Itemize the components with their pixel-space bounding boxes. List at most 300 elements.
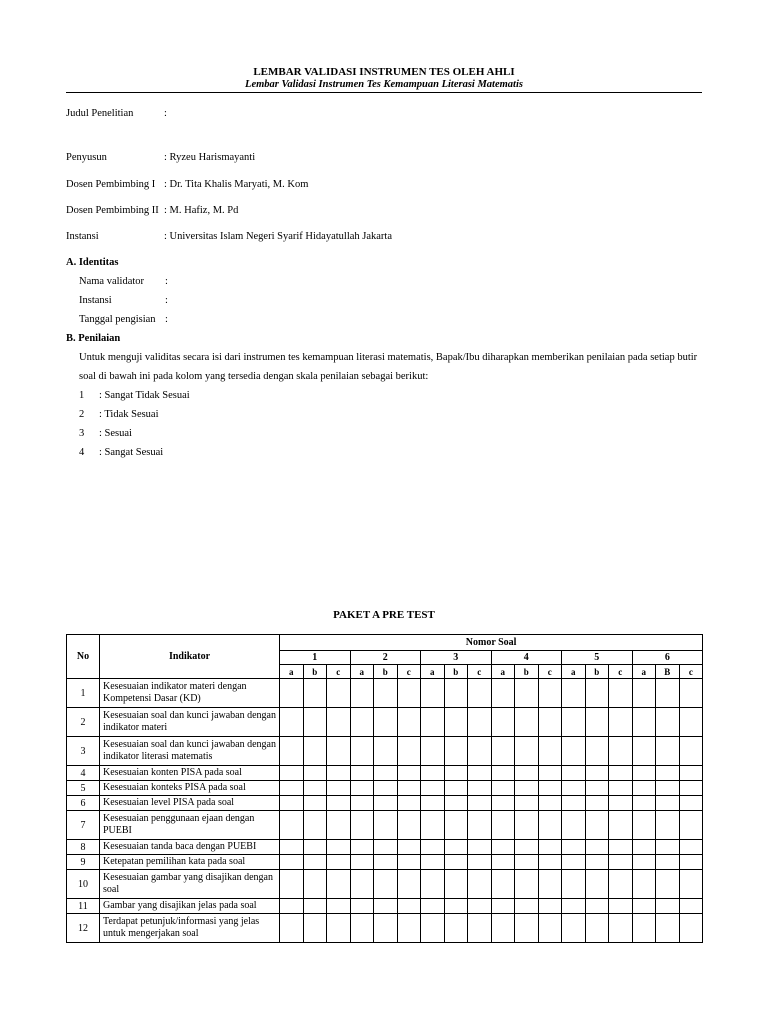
rating-cell[interactable] <box>468 679 492 708</box>
scale-text: : Sangat Tidak Sesuai <box>99 390 190 401</box>
rating-cell[interactable] <box>585 708 609 737</box>
rating-cell[interactable] <box>679 796 703 811</box>
rating-cell[interactable] <box>491 870 515 899</box>
rating-cell[interactable] <box>421 737 445 766</box>
section-identitas-heading: A. Identitas <box>66 257 119 268</box>
rating-cell[interactable] <box>327 899 351 914</box>
rating-cell[interactable] <box>327 766 351 781</box>
section-penilaian-heading: B. Penilaian <box>66 333 121 344</box>
rating-cell[interactable] <box>491 840 515 855</box>
rating-cell[interactable] <box>468 914 492 943</box>
rating-cell[interactable] <box>327 840 351 855</box>
rating-cell[interactable] <box>303 811 327 840</box>
rating-cell[interactable] <box>656 766 680 781</box>
row-indikator: Terdapat petunjuk/informasi yang jelas untuk mengerjakan soal <box>100 914 280 943</box>
rating-cell[interactable] <box>562 766 586 781</box>
rating-cell[interactable] <box>421 914 445 943</box>
row-number: 8 <box>67 840 100 855</box>
rating-cell[interactable] <box>515 781 539 796</box>
field-dosen-pembimbing-2 <box>66 204 238 218</box>
rating-cell[interactable] <box>609 708 633 737</box>
rating-cell[interactable] <box>656 899 680 914</box>
rating-cell[interactable] <box>421 796 445 811</box>
rating-cell[interactable] <box>585 914 609 943</box>
rating-cell[interactable] <box>679 870 703 899</box>
table-row <box>67 899 703 914</box>
rating-cell[interactable] <box>444 796 468 811</box>
rating-cell[interactable] <box>538 737 562 766</box>
rating-cell[interactable] <box>632 811 656 840</box>
rating-cell[interactable] <box>491 811 515 840</box>
rating-cell[interactable] <box>609 766 633 781</box>
header-subcolumn: c <box>397 665 421 679</box>
rating-cell[interactable] <box>609 855 633 870</box>
rating-cell[interactable] <box>585 737 609 766</box>
field-value: : <box>165 276 168 287</box>
header-soal-group: 2 <box>350 651 421 665</box>
rating-cell[interactable] <box>327 796 351 811</box>
rating-cell[interactable] <box>444 914 468 943</box>
rating-cell[interactable] <box>327 737 351 766</box>
row-indikator: Ketepatan pemilihan kata pada soal <box>100 855 280 870</box>
row-indikator: Kesesuaian tanda baca dengan PUEBI <box>100 840 280 855</box>
rating-cell[interactable] <box>538 781 562 796</box>
row-number: 10 <box>67 870 100 899</box>
rating-cell[interactable] <box>609 840 633 855</box>
rating-cell[interactable] <box>585 766 609 781</box>
rating-cell[interactable] <box>585 796 609 811</box>
table-row <box>67 679 703 708</box>
rating-cell[interactable] <box>327 679 351 708</box>
rating-cell[interactable] <box>656 914 680 943</box>
header-subcolumn: c <box>468 665 492 679</box>
rating-cell[interactable] <box>632 766 656 781</box>
rating-cell[interactable] <box>468 855 492 870</box>
row-indikator: Kesesuaian gambar yang disajikan dengan soal <box>100 870 280 899</box>
rating-cell[interactable] <box>397 899 421 914</box>
rating-cell[interactable] <box>397 870 421 899</box>
table-row <box>67 781 703 796</box>
rating-cell[interactable] <box>303 899 327 914</box>
table-row <box>67 708 703 737</box>
rating-cell[interactable] <box>374 855 398 870</box>
rating-cell[interactable] <box>327 811 351 840</box>
scale-item-3 <box>79 427 132 441</box>
rating-cell[interactable] <box>585 781 609 796</box>
rating-cell[interactable] <box>679 679 703 708</box>
rating-cell[interactable] <box>374 914 398 943</box>
rating-cell[interactable] <box>303 781 327 796</box>
rating-cell[interactable] <box>397 679 421 708</box>
rating-cell[interactable] <box>562 679 586 708</box>
rating-cell[interactable] <box>397 840 421 855</box>
rating-cell[interactable] <box>374 796 398 811</box>
rating-cell[interactable] <box>444 679 468 708</box>
header-subcolumn: c <box>327 665 351 679</box>
rating-cell[interactable] <box>397 855 421 870</box>
rating-cell[interactable] <box>280 899 304 914</box>
rating-cell[interactable] <box>656 855 680 870</box>
rating-cell[interactable] <box>350 781 374 796</box>
rating-cell[interactable] <box>632 914 656 943</box>
header-subcolumn: a <box>350 665 374 679</box>
rating-cell[interactable] <box>562 914 586 943</box>
header-subcolumn: c <box>538 665 562 679</box>
row-indikator: Gambar yang disajikan jelas pada soal <box>100 899 280 914</box>
rating-cell[interactable] <box>444 708 468 737</box>
rating-cell[interactable] <box>350 840 374 855</box>
rating-cell[interactable] <box>468 811 492 840</box>
scale-item-2 <box>79 408 159 422</box>
rating-cell[interactable] <box>421 766 445 781</box>
rating-cell[interactable] <box>538 679 562 708</box>
table-row <box>67 855 703 870</box>
rating-cell[interactable] <box>468 766 492 781</box>
header-subcolumn: a <box>491 665 515 679</box>
rating-cell[interactable] <box>679 840 703 855</box>
rating-cell[interactable] <box>632 708 656 737</box>
table-row <box>67 840 703 855</box>
rating-cell[interactable] <box>491 899 515 914</box>
rating-cell[interactable] <box>444 766 468 781</box>
header-subcolumn: b <box>444 665 468 679</box>
rating-cell[interactable] <box>562 796 586 811</box>
rating-cell[interactable] <box>491 796 515 811</box>
rating-cell[interactable] <box>397 781 421 796</box>
document-subtitle: Lembar Validasi Instrumen Tes Kemampuan Literasi Matematis <box>245 79 523 90</box>
document-title: LEMBAR VALIDASI INSTRUMEN TES OLEH AHLI <box>253 66 515 78</box>
rating-cell[interactable] <box>491 781 515 796</box>
rating-cell[interactable] <box>515 796 539 811</box>
rating-cell[interactable] <box>679 766 703 781</box>
field-value: : Universitas Islam Negeri Syarif Hidayatullah Jakarta <box>164 231 393 242</box>
rating-cell[interactable] <box>656 796 680 811</box>
rating-cell[interactable] <box>280 679 304 708</box>
rating-cell[interactable] <box>374 708 398 737</box>
rating-cell[interactable] <box>515 899 539 914</box>
rating-cell[interactable] <box>656 811 680 840</box>
penilaian-paragraph: Untuk menguji validitas secara isi dari instrumen tes kemampuan literasi matematis, Bapak/Ibu diharapkan memberikan penilaian pada setiap butir soal di bawah ini pada kolom yang tersedia dengan skala penilaian sebagai berikut: <box>79 352 698 382</box>
rating-cell[interactable] <box>350 766 374 781</box>
table-row <box>67 811 703 840</box>
rating-cell[interactable] <box>280 870 304 899</box>
table-row <box>67 870 703 899</box>
field-instansi-validator <box>79 294 168 308</box>
rating-cell[interactable] <box>679 914 703 943</box>
field-label: Instansi <box>66 231 99 242</box>
rating-cell[interactable] <box>515 855 539 870</box>
rating-cell[interactable] <box>538 840 562 855</box>
rating-cell[interactable] <box>397 766 421 781</box>
rating-cell[interactable] <box>679 811 703 840</box>
rating-cell[interactable] <box>468 708 492 737</box>
rating-cell[interactable] <box>491 708 515 737</box>
rating-cell[interactable] <box>632 870 656 899</box>
rating-cell[interactable] <box>350 914 374 943</box>
rating-cell[interactable] <box>656 737 680 766</box>
rating-cell[interactable] <box>585 855 609 870</box>
field-instansi <box>66 230 392 244</box>
rating-cell[interactable] <box>515 679 539 708</box>
rating-cell[interactable] <box>374 870 398 899</box>
rating-cell[interactable] <box>444 870 468 899</box>
rating-cell[interactable] <box>632 679 656 708</box>
rating-cell[interactable] <box>609 737 633 766</box>
rating-cell[interactable] <box>350 899 374 914</box>
field-judul-penelitian <box>66 107 167 121</box>
table-header-row <box>67 635 703 651</box>
row-number: 11 <box>67 899 100 914</box>
rating-cell[interactable] <box>303 708 327 737</box>
rating-cell[interactable] <box>397 811 421 840</box>
rating-cell[interactable] <box>585 679 609 708</box>
rating-cell[interactable] <box>562 840 586 855</box>
row-number: 1 <box>67 679 100 708</box>
rating-cell[interactable] <box>562 870 586 899</box>
rating-cell[interactable] <box>491 679 515 708</box>
rating-cell[interactable] <box>585 870 609 899</box>
rating-cell[interactable] <box>515 737 539 766</box>
rating-cell[interactable] <box>538 899 562 914</box>
header-subcolumn: c <box>679 665 703 679</box>
header-soal-group: 4 <box>491 651 562 665</box>
header-subcolumn: b <box>374 665 398 679</box>
field-label: Dosen Pembimbing II <box>66 205 159 216</box>
rating-cell[interactable] <box>280 811 304 840</box>
field-value: : <box>165 295 168 306</box>
rating-cell[interactable] <box>515 766 539 781</box>
rating-cell[interactable] <box>327 855 351 870</box>
row-indikator: Kesesuaian indikator materi dengan Kompetensi Dasar (KD) <box>100 679 280 708</box>
rating-cell[interactable] <box>303 766 327 781</box>
rating-cell[interactable] <box>280 781 304 796</box>
header-subcolumn: c <box>609 665 633 679</box>
rating-cell[interactable] <box>609 781 633 796</box>
rating-cell[interactable] <box>656 708 680 737</box>
header-subcolumn: b <box>585 665 609 679</box>
rating-cell[interactable] <box>468 870 492 899</box>
rating-cell[interactable] <box>421 855 445 870</box>
rating-cell[interactable] <box>679 781 703 796</box>
field-label: Instansi <box>79 295 112 306</box>
rating-cell[interactable] <box>515 708 539 737</box>
rating-cell[interactable] <box>280 737 304 766</box>
rating-cell[interactable] <box>515 870 539 899</box>
row-indikator: Kesesuaian soal dan kunci jawaban dengan indikator literasi matematis <box>100 737 280 766</box>
row-number: 5 <box>67 781 100 796</box>
scale-number: 4 <box>79 447 85 458</box>
rating-cell[interactable] <box>656 781 680 796</box>
rating-cell[interactable] <box>327 914 351 943</box>
rating-cell[interactable] <box>303 870 327 899</box>
rating-cell[interactable] <box>632 737 656 766</box>
rating-cell[interactable] <box>538 796 562 811</box>
field-value: : Ryzeu Harismayanti <box>164 152 256 163</box>
rating-cell[interactable] <box>585 840 609 855</box>
rating-cell[interactable] <box>303 855 327 870</box>
header-subcolumn: B <box>656 665 680 679</box>
field-label: Tanggal pengisian <box>79 314 156 325</box>
row-number: 4 <box>67 766 100 781</box>
row-indikator: Kesesuaian soal dan kunci jawaban dengan indikator materi <box>100 708 280 737</box>
rating-cell[interactable] <box>468 796 492 811</box>
rating-cell[interactable] <box>609 899 633 914</box>
rating-cell[interactable] <box>562 855 586 870</box>
document-header <box>66 66 702 91</box>
rating-cell[interactable] <box>656 840 680 855</box>
rating-cell[interactable] <box>609 796 633 811</box>
rating-cell[interactable] <box>350 679 374 708</box>
rating-cell[interactable] <box>632 855 656 870</box>
field-label: Dosen Pembimbing I <box>66 179 156 190</box>
rating-cell[interactable] <box>280 840 304 855</box>
row-indikator: Kesesuaian penggunaan ejaan dengan PUEBI <box>100 811 280 840</box>
rating-cell[interactable] <box>327 708 351 737</box>
rating-cell[interactable] <box>303 679 327 708</box>
header-subcolumn: a <box>280 665 304 679</box>
rating-cell[interactable] <box>491 766 515 781</box>
rating-cell[interactable] <box>679 855 703 870</box>
rating-cell[interactable] <box>515 811 539 840</box>
rating-cell[interactable] <box>444 840 468 855</box>
rating-cell[interactable] <box>538 870 562 899</box>
rating-cell[interactable] <box>421 870 445 899</box>
rating-cell[interactable] <box>350 855 374 870</box>
rating-cell[interactable] <box>444 781 468 796</box>
header-soal-group: 6 <box>632 651 703 665</box>
rating-cell[interactable] <box>350 796 374 811</box>
rating-cell[interactable] <box>397 914 421 943</box>
row-indikator: Kesesuaian konteks PISA pada soal <box>100 781 280 796</box>
field-label: Judul Penelitian <box>66 108 134 119</box>
rating-cell[interactable] <box>374 781 398 796</box>
rating-cell[interactable] <box>538 708 562 737</box>
rating-cell[interactable] <box>280 766 304 781</box>
header-subcolumn: b <box>515 665 539 679</box>
rating-cell[interactable] <box>421 781 445 796</box>
rating-cell[interactable] <box>609 914 633 943</box>
rating-cell[interactable] <box>397 708 421 737</box>
rating-cell[interactable] <box>538 811 562 840</box>
rating-cell[interactable] <box>303 914 327 943</box>
rating-cell[interactable] <box>397 796 421 811</box>
rating-cell[interactable] <box>444 811 468 840</box>
rating-cell[interactable] <box>562 811 586 840</box>
rating-cell[interactable] <box>374 811 398 840</box>
rating-cell[interactable] <box>538 855 562 870</box>
rating-cell[interactable] <box>303 737 327 766</box>
scale-number: 2 <box>79 409 85 420</box>
row-number: 6 <box>67 796 100 811</box>
rating-cell[interactable] <box>656 870 680 899</box>
rating-cell[interactable] <box>632 796 656 811</box>
rating-cell[interactable] <box>374 899 398 914</box>
rating-cell[interactable] <box>632 781 656 796</box>
header-soal-group: 1 <box>280 651 351 665</box>
rating-cell[interactable] <box>562 708 586 737</box>
rating-cell[interactable] <box>421 840 445 855</box>
rating-cell[interactable] <box>679 899 703 914</box>
rating-cell[interactable] <box>491 855 515 870</box>
rating-cell[interactable] <box>350 811 374 840</box>
rating-cell[interactable] <box>468 840 492 855</box>
rating-cell[interactable] <box>421 899 445 914</box>
rating-cell[interactable] <box>468 899 492 914</box>
row-indikator: Kesesuaian konten PISA pada soal <box>100 766 280 781</box>
field-value: : <box>165 314 168 325</box>
rating-cell[interactable] <box>609 870 633 899</box>
rating-cell[interactable] <box>350 708 374 737</box>
rating-cell[interactable] <box>538 766 562 781</box>
rating-cell[interactable] <box>562 899 586 914</box>
header-subcolumn: b <box>303 665 327 679</box>
rating-cell[interactable] <box>374 679 398 708</box>
field-label: Penyusun <box>66 152 107 163</box>
rating-cell[interactable] <box>280 855 304 870</box>
rating-cell[interactable] <box>609 811 633 840</box>
validation-table <box>66 634 703 943</box>
rating-cell[interactable] <box>374 840 398 855</box>
rating-cell[interactable] <box>303 796 327 811</box>
rating-cell[interactable] <box>585 811 609 840</box>
rating-cell[interactable] <box>350 737 374 766</box>
rating-cell[interactable] <box>444 737 468 766</box>
rating-cell[interactable] <box>515 840 539 855</box>
rating-cell[interactable] <box>632 899 656 914</box>
rating-cell[interactable] <box>609 679 633 708</box>
rating-cell[interactable] <box>303 840 327 855</box>
rating-cell[interactable] <box>679 737 703 766</box>
rating-cell[interactable] <box>327 870 351 899</box>
scale-item-4 <box>79 446 163 460</box>
rating-cell[interactable] <box>491 737 515 766</box>
rating-cell[interactable] <box>585 899 609 914</box>
rating-cell[interactable] <box>280 914 304 943</box>
rating-cell[interactable] <box>280 796 304 811</box>
header-soal-group: 5 <box>562 651 633 665</box>
field-value: : M. Hafiz, M. Pd <box>164 205 239 216</box>
rating-cell[interactable] <box>632 840 656 855</box>
table-row <box>67 914 703 943</box>
rating-cell[interactable] <box>656 679 680 708</box>
rating-cell[interactable] <box>538 914 562 943</box>
rating-cell[interactable] <box>421 811 445 840</box>
rating-cell[interactable] <box>421 679 445 708</box>
rating-cell[interactable] <box>562 781 586 796</box>
rating-cell[interactable] <box>444 855 468 870</box>
rating-cell[interactable] <box>350 870 374 899</box>
rating-cell[interactable] <box>374 766 398 781</box>
rating-cell[interactable] <box>468 737 492 766</box>
scale-text: : Sangat Sesuai <box>99 447 164 458</box>
rating-cell[interactable] <box>397 737 421 766</box>
scale-number: 3 <box>79 428 85 439</box>
rating-cell[interactable] <box>280 708 304 737</box>
rating-cell[interactable] <box>444 899 468 914</box>
rating-cell[interactable] <box>421 708 445 737</box>
rating-cell[interactable] <box>679 708 703 737</box>
row-indikator: Kesesuaian level PISA pada soal <box>100 796 280 811</box>
rating-cell[interactable] <box>562 737 586 766</box>
table-row <box>67 737 703 766</box>
rating-cell[interactable] <box>468 781 492 796</box>
rating-cell[interactable] <box>327 781 351 796</box>
rating-cell[interactable] <box>491 914 515 943</box>
rating-cell[interactable] <box>374 737 398 766</box>
rating-cell[interactable] <box>515 914 539 943</box>
paket-title: PAKET A PRE TEST <box>333 609 435 621</box>
header-soal-group: 3 <box>421 651 492 665</box>
